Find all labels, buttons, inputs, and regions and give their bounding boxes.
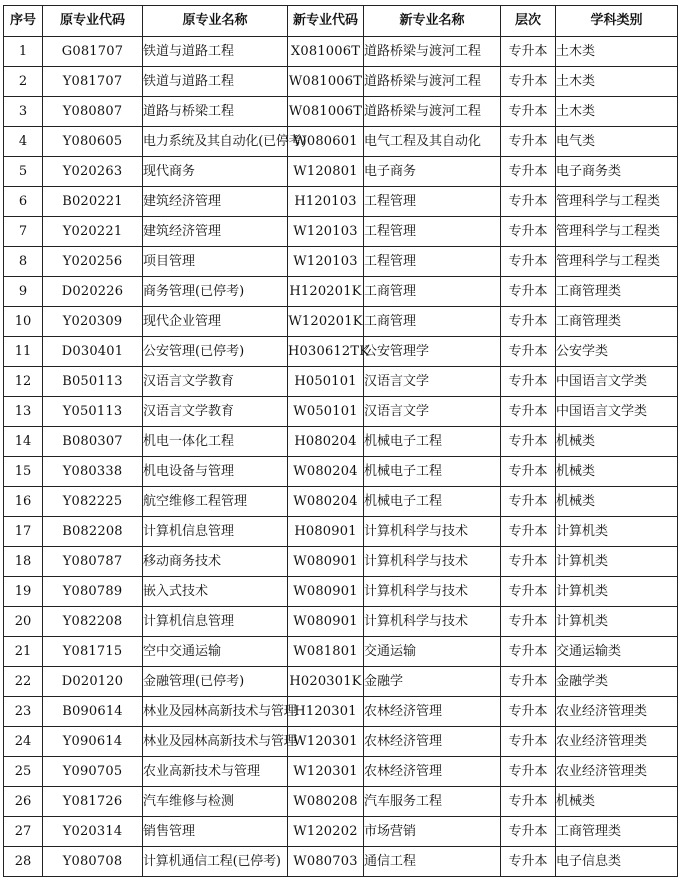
cell-seq: 18 — [4, 547, 43, 577]
cell-category: 管理科学与工程类 — [556, 187, 678, 217]
cell-level: 专升本 — [501, 577, 556, 607]
cell-category: 土木类 — [556, 67, 678, 97]
table-row — [4, 817, 678, 847]
table-body — [4, 37, 678, 877]
cell-new-code: W120103 — [288, 217, 364, 247]
cell-category: 电子信息类 — [556, 847, 678, 877]
cell-new-name: 汉语言文学 — [364, 367, 501, 397]
cell-level: 专升本 — [501, 97, 556, 127]
cell-old-name: 汉语言文学教育 — [143, 367, 288, 397]
table-row — [4, 187, 678, 217]
table-row — [4, 397, 678, 427]
cell-new-code: W080204 — [288, 487, 364, 517]
cell-category: 计算机类 — [556, 577, 678, 607]
cell-old-code: Y080807 — [43, 97, 143, 127]
cell-level: 专升本 — [501, 307, 556, 337]
cell-seq: 27 — [4, 817, 43, 847]
header-old-code: 原专业代码 — [43, 6, 143, 37]
cell-level: 专升本 — [501, 547, 556, 577]
cell-seq: 4 — [4, 127, 43, 157]
cell-new-name: 金融学 — [364, 667, 501, 697]
cell-seq: 6 — [4, 187, 43, 217]
cell-level: 专升本 — [501, 397, 556, 427]
cell-old-name: 电力系统及其自动化(已停考) — [143, 127, 288, 157]
cell-new-name: 机械电子工程 — [364, 427, 501, 457]
cell-seq: 13 — [4, 397, 43, 427]
cell-new-name: 工商管理 — [364, 277, 501, 307]
cell-level: 专升本 — [501, 37, 556, 67]
cell-old-code: Y080605 — [43, 127, 143, 157]
header-row — [4, 6, 678, 37]
cell-new-code: X081006T — [288, 37, 364, 67]
cell-new-code: H120103 — [288, 187, 364, 217]
cell-level: 专升本 — [501, 127, 556, 157]
cell-old-name: 现代商务 — [143, 157, 288, 187]
cell-level: 专升本 — [501, 607, 556, 637]
cell-new-name: 农林经济管理 — [364, 727, 501, 757]
cell-new-name: 电子商务 — [364, 157, 501, 187]
cell-category: 公安学类 — [556, 337, 678, 367]
cell-new-name: 通信工程 — [364, 847, 501, 877]
cell-new-name: 计算机科学与技术 — [364, 547, 501, 577]
cell-level: 专升本 — [501, 517, 556, 547]
cell-category: 中国语言文学类 — [556, 397, 678, 427]
cell-new-name: 电气工程及其自动化 — [364, 127, 501, 157]
cell-new-name: 工程管理 — [364, 187, 501, 217]
cell-old-name: 铁道与道路工程 — [143, 67, 288, 97]
cell-category: 金融学类 — [556, 667, 678, 697]
cell-old-code: Y020309 — [43, 307, 143, 337]
cell-old-code: Y081726 — [43, 787, 143, 817]
cell-new-name: 农林经济管理 — [364, 697, 501, 727]
cell-old-code: Y081715 — [43, 637, 143, 667]
cell-level: 专升本 — [501, 697, 556, 727]
cell-category: 电气类 — [556, 127, 678, 157]
cell-category: 机械类 — [556, 427, 678, 457]
cell-old-code: Y050113 — [43, 397, 143, 427]
cell-old-code: Y080338 — [43, 457, 143, 487]
cell-category: 农业经济管理类 — [556, 697, 678, 727]
cell-seq: 7 — [4, 217, 43, 247]
cell-old-code: Y020314 — [43, 817, 143, 847]
cell-new-code: W081006T — [288, 97, 364, 127]
cell-new-code: H050101 — [288, 367, 364, 397]
cell-level: 专升本 — [501, 157, 556, 187]
table-row — [4, 457, 678, 487]
cell-new-name: 计算机科学与技术 — [364, 517, 501, 547]
cell-new-name: 道路桥梁与渡河工程 — [364, 67, 501, 97]
cell-new-code: W120801 — [288, 157, 364, 187]
cell-level: 专升本 — [501, 847, 556, 877]
cell-old-name: 计算机信息管理 — [143, 607, 288, 637]
cell-category: 农业经济管理类 — [556, 727, 678, 757]
cell-new-code: W080901 — [288, 607, 364, 637]
cell-seq: 10 — [4, 307, 43, 337]
cell-seq: 2 — [4, 67, 43, 97]
cell-seq: 11 — [4, 337, 43, 367]
table-row — [4, 157, 678, 187]
cell-level: 专升本 — [501, 487, 556, 517]
cell-new-code: W080901 — [288, 577, 364, 607]
cell-old-name: 林业及园林高新技术与管理 — [143, 727, 288, 757]
cell-new-name: 计算机科学与技术 — [364, 577, 501, 607]
table-row — [4, 427, 678, 457]
cell-new-name: 机械电子工程 — [364, 487, 501, 517]
cell-category: 土木类 — [556, 97, 678, 127]
cell-seq: 16 — [4, 487, 43, 517]
cell-new-code: W120103 — [288, 247, 364, 277]
cell-new-name: 计算机科学与技术 — [364, 607, 501, 637]
cell-old-code: Y020221 — [43, 217, 143, 247]
table-row — [4, 667, 678, 697]
cell-new-name: 市场营销 — [364, 817, 501, 847]
cell-old-code: Y080789 — [43, 577, 143, 607]
cell-new-code: H080204 — [288, 427, 364, 457]
cell-old-name: 机电设备与管理 — [143, 457, 288, 487]
cell-old-code: D020120 — [43, 667, 143, 697]
cell-category: 土木类 — [556, 37, 678, 67]
cell-category: 机械类 — [556, 457, 678, 487]
table-row — [4, 487, 678, 517]
cell-old-name: 汽车维修与检测 — [143, 787, 288, 817]
cell-old-code: G081707 — [43, 37, 143, 67]
cell-seq: 28 — [4, 847, 43, 877]
cell-new-code: W120202 — [288, 817, 364, 847]
cell-seq: 1 — [4, 37, 43, 67]
cell-old-name: 空中交通运输 — [143, 637, 288, 667]
cell-old-code: Y082225 — [43, 487, 143, 517]
table-row — [4, 217, 678, 247]
cell-new-name: 农林经济管理 — [364, 757, 501, 787]
cell-new-code: H030612TK — [288, 337, 364, 367]
cell-seq: 12 — [4, 367, 43, 397]
cell-new-code: W050101 — [288, 397, 364, 427]
cell-old-name: 铁道与道路工程 — [143, 37, 288, 67]
cell-new-code: H120301 — [288, 697, 364, 727]
cell-new-name: 交通运输 — [364, 637, 501, 667]
cell-level: 专升本 — [501, 277, 556, 307]
table-row — [4, 127, 678, 157]
cell-old-code: Y080787 — [43, 547, 143, 577]
table-row — [4, 277, 678, 307]
table-row — [4, 637, 678, 667]
table-row — [4, 307, 678, 337]
cell-category: 工商管理类 — [556, 817, 678, 847]
cell-new-code: W080601 — [288, 127, 364, 157]
table-row — [4, 757, 678, 787]
cell-new-code: W081006T — [288, 67, 364, 97]
table-row — [4, 247, 678, 277]
cell-new-name: 公安管理学 — [364, 337, 501, 367]
cell-old-name: 汉语言文学教育 — [143, 397, 288, 427]
cell-level: 专升本 — [501, 757, 556, 787]
cell-level: 专升本 — [501, 667, 556, 697]
cell-seq: 3 — [4, 97, 43, 127]
cell-level: 专升本 — [501, 367, 556, 397]
cell-level: 专升本 — [501, 67, 556, 97]
major-mapping-table — [3, 5, 678, 877]
cell-old-code: B050113 — [43, 367, 143, 397]
table-row — [4, 847, 678, 877]
table-row — [4, 607, 678, 637]
cell-old-code: B020221 — [43, 187, 143, 217]
cell-new-code: W081801 — [288, 637, 364, 667]
cell-new-code: W080703 — [288, 847, 364, 877]
cell-level: 专升本 — [501, 817, 556, 847]
cell-new-code: H120201K — [288, 277, 364, 307]
cell-old-code: Y090614 — [43, 727, 143, 757]
cell-new-name: 工程管理 — [364, 247, 501, 277]
cell-level: 专升本 — [501, 337, 556, 367]
cell-old-name: 机电一体化工程 — [143, 427, 288, 457]
cell-seq: 21 — [4, 637, 43, 667]
cell-old-code: B082208 — [43, 517, 143, 547]
cell-category: 工商管理类 — [556, 277, 678, 307]
cell-old-code: Y020256 — [43, 247, 143, 277]
header-category: 学科类别 — [556, 6, 678, 37]
header-level: 层次 — [501, 6, 556, 37]
cell-seq: 22 — [4, 667, 43, 697]
cell-old-code: Y020263 — [43, 157, 143, 187]
table-row — [4, 547, 678, 577]
cell-category: 计算机类 — [556, 547, 678, 577]
cell-old-name: 航空维修工程管理 — [143, 487, 288, 517]
cell-category: 中国语言文学类 — [556, 367, 678, 397]
cell-new-name: 道路桥梁与渡河工程 — [364, 37, 501, 67]
cell-new-code: H080901 — [288, 517, 364, 547]
cell-level: 专升本 — [501, 427, 556, 457]
cell-new-name: 道路桥梁与渡河工程 — [364, 97, 501, 127]
cell-old-name: 公安管理(已停考) — [143, 337, 288, 367]
cell-new-code: W120301 — [288, 757, 364, 787]
cell-level: 专升本 — [501, 187, 556, 217]
header-new-name: 新专业名称 — [364, 6, 501, 37]
table-row — [4, 787, 678, 817]
cell-category: 农业经济管理类 — [556, 757, 678, 787]
cell-new-code: W120201K — [288, 307, 364, 337]
cell-new-name: 工程管理 — [364, 217, 501, 247]
cell-new-name: 机械电子工程 — [364, 457, 501, 487]
table-row — [4, 67, 678, 97]
cell-new-code: H020301K — [288, 667, 364, 697]
cell-seq: 15 — [4, 457, 43, 487]
cell-new-name: 汉语言文学 — [364, 397, 501, 427]
cell-level: 专升本 — [501, 727, 556, 757]
cell-category: 机械类 — [556, 487, 678, 517]
table-row — [4, 577, 678, 607]
cell-old-code: B080307 — [43, 427, 143, 457]
cell-old-name: 商务管理(已停考) — [143, 277, 288, 307]
cell-new-code: W080204 — [288, 457, 364, 487]
cell-old-name: 建筑经济管理 — [143, 187, 288, 217]
cell-seq: 5 — [4, 157, 43, 187]
cell-new-code: W120301 — [288, 727, 364, 757]
cell-category: 机械类 — [556, 787, 678, 817]
cell-old-name: 现代企业管理 — [143, 307, 288, 337]
cell-category: 计算机类 — [556, 517, 678, 547]
cell-old-code: Y082208 — [43, 607, 143, 637]
cell-level: 专升本 — [501, 787, 556, 817]
cell-old-name: 建筑经济管理 — [143, 217, 288, 247]
cell-old-code: Y090705 — [43, 757, 143, 787]
cell-seq: 25 — [4, 757, 43, 787]
cell-old-code: D030401 — [43, 337, 143, 367]
cell-old-code: B090614 — [43, 697, 143, 727]
header-seq: 序号 — [4, 6, 43, 37]
cell-old-name: 道路与桥梁工程 — [143, 97, 288, 127]
cell-old-name: 计算机信息管理 — [143, 517, 288, 547]
cell-category: 管理科学与工程类 — [556, 217, 678, 247]
cell-old-name: 林业及园林高新技术与管理 — [143, 697, 288, 727]
cell-old-name: 金融管理(已停考) — [143, 667, 288, 697]
cell-seq: 8 — [4, 247, 43, 277]
cell-seq: 17 — [4, 517, 43, 547]
cell-old-code: Y081707 — [43, 67, 143, 97]
cell-old-name: 嵌入式技术 — [143, 577, 288, 607]
cell-category: 交通运输类 — [556, 637, 678, 667]
table-row — [4, 517, 678, 547]
header-new-code: 新专业代码 — [288, 6, 364, 37]
cell-category: 电子商务类 — [556, 157, 678, 187]
cell-seq: 9 — [4, 277, 43, 307]
cell-old-name: 销售管理 — [143, 817, 288, 847]
cell-old-name: 项目管理 — [143, 247, 288, 277]
cell-seq: 23 — [4, 697, 43, 727]
table-row — [4, 727, 678, 757]
table-row — [4, 697, 678, 727]
cell-old-code: D020226 — [43, 277, 143, 307]
header-old-name: 原专业名称 — [143, 6, 288, 37]
table-row — [4, 97, 678, 127]
cell-seq: 19 — [4, 577, 43, 607]
cell-category: 计算机类 — [556, 607, 678, 637]
cell-seq: 26 — [4, 787, 43, 817]
cell-new-name: 工商管理 — [364, 307, 501, 337]
cell-category: 工商管理类 — [556, 307, 678, 337]
cell-level: 专升本 — [501, 457, 556, 487]
cell-old-name: 农业高新技术与管理 — [143, 757, 288, 787]
table-row — [4, 37, 678, 67]
cell-level: 专升本 — [501, 217, 556, 247]
cell-new-code: W080208 — [288, 787, 364, 817]
cell-level: 专升本 — [501, 247, 556, 277]
cell-old-name: 计算机通信工程(已停考) — [143, 847, 288, 877]
cell-category: 管理科学与工程类 — [556, 247, 678, 277]
cell-level: 专升本 — [501, 637, 556, 667]
cell-seq: 24 — [4, 727, 43, 757]
table-row — [4, 367, 678, 397]
cell-old-code: Y080708 — [43, 847, 143, 877]
cell-new-code: W080901 — [288, 547, 364, 577]
cell-old-name: 移动商务技术 — [143, 547, 288, 577]
cell-seq: 20 — [4, 607, 43, 637]
cell-new-name: 汽车服务工程 — [364, 787, 501, 817]
cell-seq: 14 — [4, 427, 43, 457]
table-row — [4, 337, 678, 367]
